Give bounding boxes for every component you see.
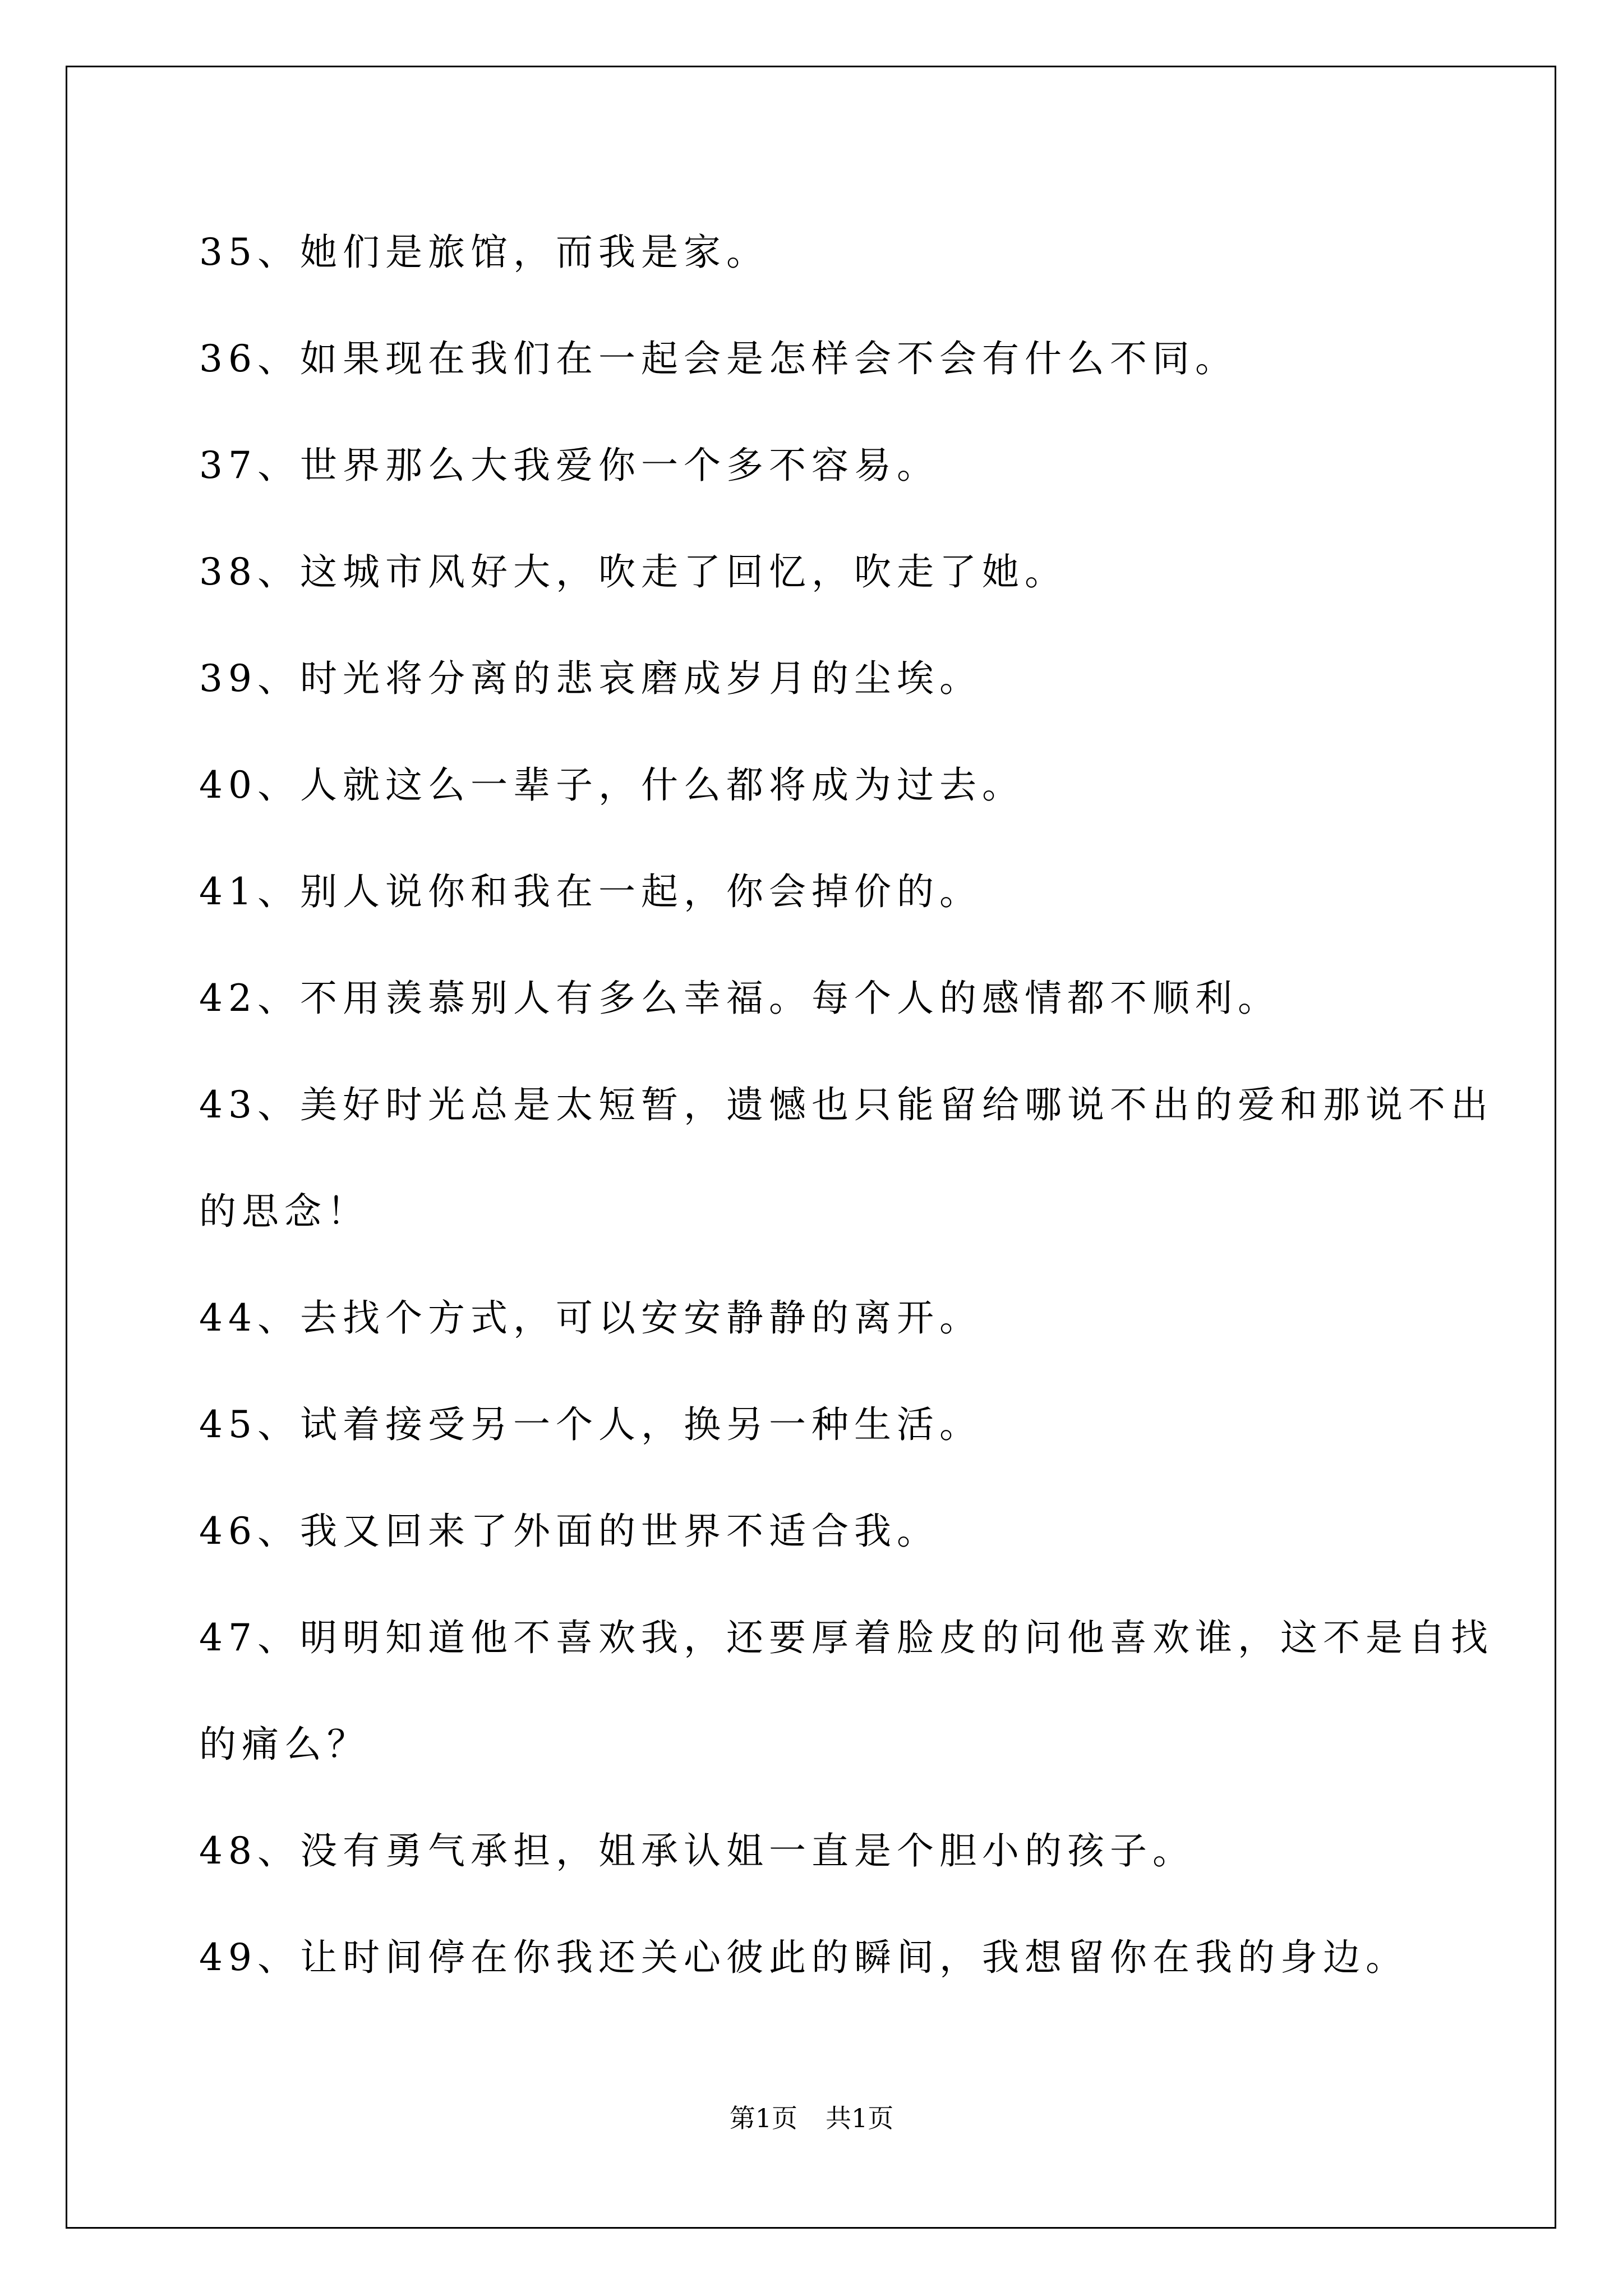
text-line: 43、美好时光总是太短暂，遗憾也只能留给哪说不出的爱和那说不出 [199, 1083, 1493, 1126]
text-line: 42、不用羡慕别人有多么幸福。每个人的感情都不顺利。 [199, 977, 1280, 1020]
text-line: 49、让时间停在你我还关心彼此的瞬间，我想留你在我的身边。 [199, 1936, 1408, 1979]
page-number-current: 第1页 [729, 2103, 797, 2133]
page-number-total: 共1页 [826, 2103, 894, 2133]
text-line: 35、她们是旅馆，而我是家。 [199, 231, 769, 274]
text-line: 40、人就这么一辈子，什么都将成为过去。 [199, 763, 1025, 807]
text-line: 44、去找个方式，可以安安静静的离开。 [199, 1296, 982, 1340]
text-line: 39、时光将分离的悲哀磨成岁月的尘埃。 [199, 657, 982, 700]
text-line: 46、我又回来了外面的世界不适合我。 [199, 1510, 939, 1553]
text-line: 38、这城市风好大，吹走了回忆，吹走了她。 [199, 550, 1067, 593]
text-line-continuation: 的痛么？ [199, 1723, 370, 1766]
text-line: 36、如果现在我们在一起会是怎样会不会有什么不同。 [199, 337, 1238, 380]
text-line-continuation: 的思念！ [199, 1190, 370, 1233]
text-line: 37、世界那么大我爱你一个多不容易。 [199, 444, 939, 487]
document-body [199, 199, 1493, 2011]
text-line: 41、别人说你和我在一起，你会掉价的。 [199, 870, 982, 913]
text-line: 47、明明知道他不喜欢我，还要厚着脸皮的问他喜欢谁，这不是自找 [199, 1616, 1493, 1659]
text-line: 45、试着接受另一个人，换另一种生活。 [199, 1403, 982, 1446]
page-footer [0, 2101, 1623, 2135]
text-line: 48、没有勇气承担，姐承认姐一直是个胆小的孩子。 [199, 1829, 1195, 1872]
